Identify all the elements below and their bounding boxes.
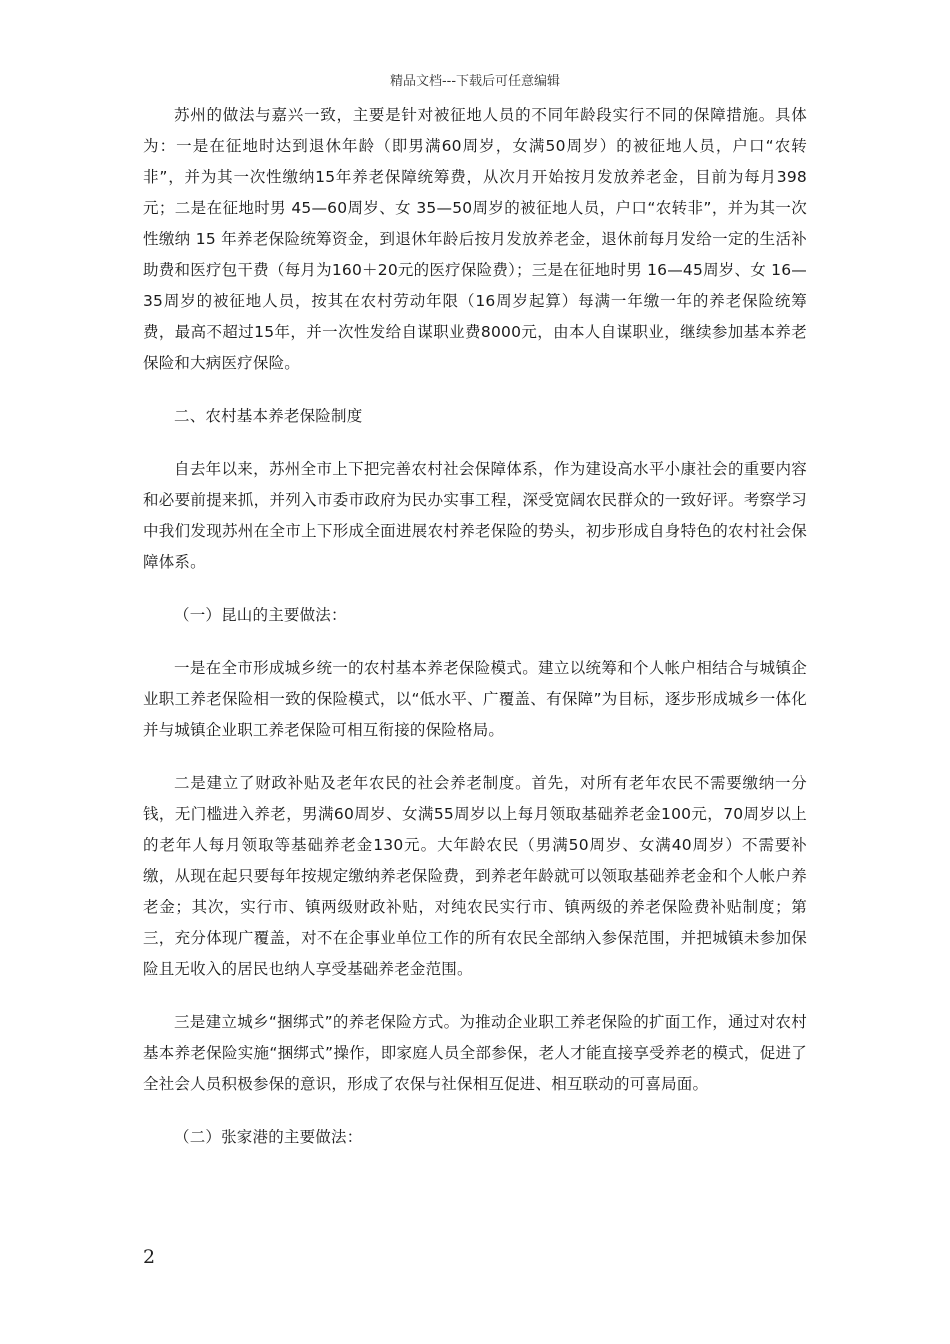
section-heading-rural-pension: 二、农村基本养老保险制度 bbox=[174, 407, 363, 425]
paragraph-suzhou-overview: 自去年以来，苏州全市上下把完善农村社会保障体系，作为建设高水平小康社会的重要内容和必要前提来抓，并列入市委市政府为民办实事工程，深受宽阔农民群众的一致好评。考察学习中我们发现苏州在全市上下形成全面进展农村养老保险的势头，初步形成自身特色的农村社会保障体系。 bbox=[143, 460, 807, 571]
subheading-zhangjiagang: （二）张家港的主要做法： bbox=[174, 1128, 363, 1146]
document-body bbox=[143, 100, 807, 1153]
page-number: 2 bbox=[143, 1246, 156, 1268]
paragraph-kunshan-point-1: 一是在全市形成城乡统一的农村基本养老保险模式。建立以统筹和个人帐户相结合与城镇企业职工养老保险相一致的保险模式，以“低水平、广覆盖、有保障”为目标，逐步形成城乡一体化并与城镇企业职工养老保险可相互衔接的保险格局。 bbox=[143, 659, 807, 739]
subheading-kunshan: （一）昆山的主要做法： bbox=[174, 606, 347, 624]
paragraph-kunshan-point-2: 二是建立了财政补贴及老年农民的社会养老制度。首先，对所有老年农民不需要缴纳一分钱，无门槛进入养老，男满60周岁、女满55周岁以上每月领取基础养老金100元，70周岁以上的老年人每月领取等基础养老金130元。大年龄农民（男满50周岁、女满40周岁）不需要补缴，从现在起只要每年按规定缴纳养老保险费，到养老年龄就可以领取基础养老金和个人帐户养老金；其次，实行市、镇两级财政补贴，对纯农民实行市、镇两级的养老保险费补贴制度；第三，充分体现广覆盖，对不在企事业单位工作的所有农民全部纳入参保范围，并把城镇未参加保险且无收入的居民也纳人享受基础养老金范围。 bbox=[143, 774, 807, 978]
paragraph-suzhou-practice: 苏州的做法与嘉兴一致，主要是针对被征地人员的不同年龄段实行不同的保障措施。具体为：一是在征地时达到退休年龄（即男满60周岁，女满50周岁）的被征地人员，户口“农转非”，并为其一次性缴纳15年养老保障统筹费，从次月开始按月发放养老金，目前为每月398元；二是在征地时男 45—60周岁、女 35—50周岁的被征地人员，户口“农转非”，并为其一次性缴纳 15 年养老保险统筹资金，到退休年龄后按月发放养老金，退休前每月发给一定的生活补助费和医疗包干费（每月为160＋20元的医疗保险费）；三是在征地时男 16—45周岁、女 16—35周岁的被征地人员，按其在农村劳动年限（16周岁起算）每满一年缴一年的养老保险统筹费，最高不超过15年，并一次性发给自谋职业费8000元，由本人自谋职业，继续参加基本养老保险和大病医疗保险。 bbox=[143, 106, 807, 372]
page-header: 精品文档---下载后可任意编辑 bbox=[389, 74, 561, 89]
paragraph-kunshan-point-3: 三是建立城乡“捆绑式”的养老保险方式。为推动企业职工养老保险的扩面工作，通过对农村基本养老保险实施“捆绑式”操作，即家庭人员全部参保，老人才能直接享受养老的模式，促进了全社会人员积极参保的意识，形成了农保与社保相互促进、相互联动的可喜局面。 bbox=[143, 1013, 807, 1093]
